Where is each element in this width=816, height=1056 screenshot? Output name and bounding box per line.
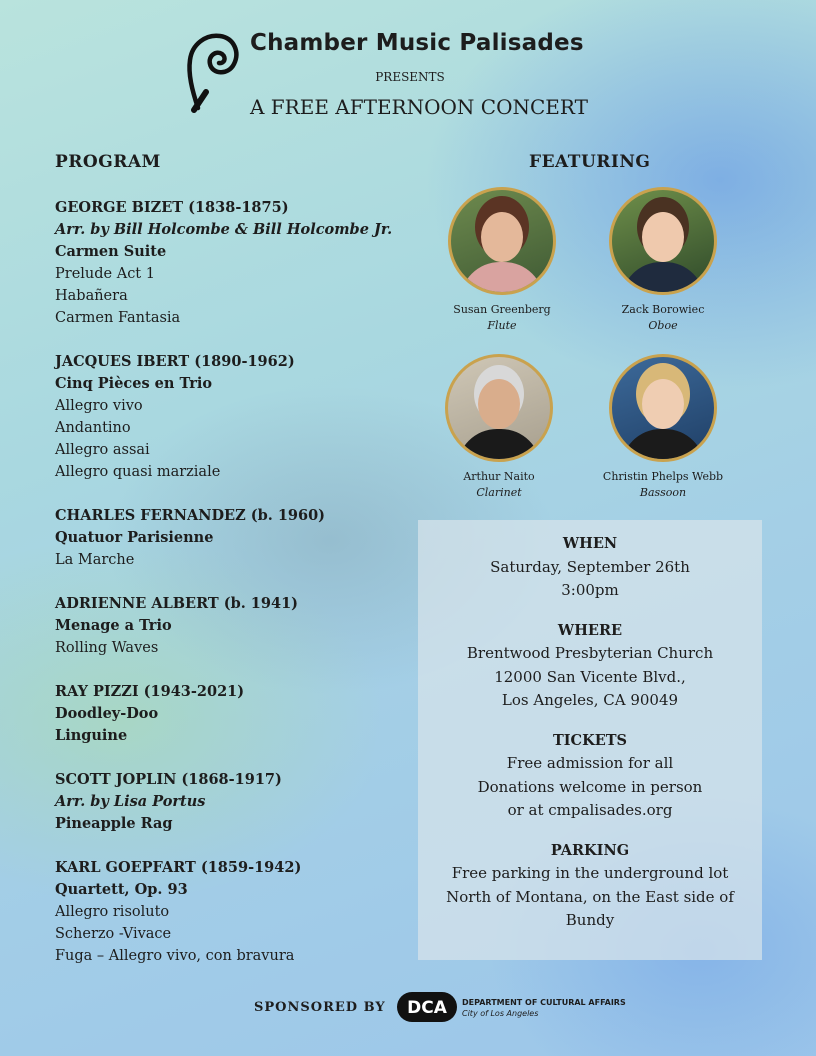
work-title: Quatuor Parisienne bbox=[55, 529, 214, 546]
movement-title: Allegro assai bbox=[55, 442, 150, 458]
parking-line: Free parking in the underground lot bbox=[451, 864, 729, 882]
program-piece bbox=[55, 681, 425, 747]
movement-title: Fuga – Allegro vivo, con bravura bbox=[55, 948, 295, 964]
dca-department-name: DEPARTMENT OF CULTURAL AFFAIRS bbox=[462, 998, 626, 1007]
work-title: Pineapple Rag bbox=[55, 815, 173, 832]
composer-name: SCOTT JOPLIN (1868-1917) bbox=[55, 771, 282, 788]
parking-line: Bundy bbox=[565, 911, 615, 929]
arranger-credit: Arr. by Lisa Portus bbox=[55, 793, 206, 810]
work-title: Quartett, Op. 93 bbox=[55, 881, 188, 898]
program-heading: PROGRAM bbox=[55, 152, 161, 172]
composer-name: RAY PIZZI (1943-2021) bbox=[55, 683, 245, 700]
musician-card-oboe bbox=[568, 187, 758, 334]
tickets-line: Free admission for all bbox=[506, 754, 674, 772]
program-piece bbox=[55, 857, 425, 967]
parking-section bbox=[418, 839, 762, 933]
venue-name: Brentwood Presbyterian Church bbox=[466, 644, 714, 662]
work-title: Cinq Pièces en Trio bbox=[55, 375, 213, 392]
program-piece bbox=[55, 769, 425, 835]
work-title: Doodley-Doo bbox=[55, 705, 159, 722]
dca-logo bbox=[396, 991, 458, 1023]
movement-title: Habañera bbox=[55, 288, 128, 304]
composer-name: KARL GOEPFART (1859-1942) bbox=[55, 859, 302, 876]
parking-line: North of Montana, on the East side of bbox=[446, 887, 734, 906]
work-title: Linguine bbox=[55, 727, 128, 744]
tickets-website: or at cmpalisades.org bbox=[507, 801, 673, 819]
concert-subtitle: A FREE AFTERNOON CONCERT bbox=[250, 95, 588, 119]
movement-title: Rolling Waves bbox=[55, 640, 159, 656]
musician-card-bassoon bbox=[568, 354, 758, 501]
musician-photo bbox=[445, 354, 553, 462]
event-details-box bbox=[418, 520, 762, 960]
program-piece bbox=[55, 351, 425, 483]
parking-heading: PARKING bbox=[550, 841, 630, 859]
musician-name: Arthur Naito bbox=[463, 470, 535, 483]
work-title: Carmen Suite bbox=[55, 243, 167, 260]
arranger-credit: Arr. by Bill Holcombe & Bill Holcombe Jr. bbox=[55, 221, 393, 238]
program-list bbox=[55, 197, 425, 989]
tickets-section bbox=[418, 729, 762, 823]
musician-instrument: Oboe bbox=[648, 319, 678, 332]
musician-instrument: Clarinet bbox=[476, 486, 522, 499]
chamber-music-palisades-logo bbox=[184, 30, 242, 114]
organization-title: Chamber Music Palisades bbox=[250, 30, 584, 56]
musician-name: Susan Greenberg bbox=[453, 303, 551, 316]
musician-card-clarinet bbox=[404, 354, 594, 501]
musician-name: Zack Borowiec bbox=[621, 303, 705, 316]
movement-title: Prelude Act 1 bbox=[55, 266, 155, 282]
musician-instrument: Bassoon bbox=[639, 486, 687, 499]
program-piece bbox=[55, 593, 425, 659]
movement-title: La Marche bbox=[55, 552, 135, 568]
where-heading: WHERE bbox=[557, 621, 623, 639]
movement-title: Carmen Fantasia bbox=[55, 310, 181, 326]
movement-title: Andantino bbox=[55, 420, 131, 436]
musician-photo bbox=[609, 354, 717, 462]
dca-logo-text: DCA bbox=[407, 998, 447, 1018]
when-heading: WHEN bbox=[562, 535, 618, 552]
musician-name: Christin Phelps Webb bbox=[602, 470, 724, 483]
movement-title: Allegro quasi marziale bbox=[55, 464, 221, 480]
venue-city: Los Angeles, CA 90049 bbox=[501, 691, 679, 709]
program-piece bbox=[55, 197, 425, 329]
work-title: Menage a Trio bbox=[55, 617, 172, 634]
when-date: Saturday, September 26th bbox=[490, 557, 690, 576]
composer-name: JACQUES IBERT (1890-1962) bbox=[55, 353, 295, 370]
when-section bbox=[418, 532, 762, 603]
sponsored-by-label: SPONSORED BY bbox=[254, 1000, 386, 1015]
movement-title: Scherzo -Vivace bbox=[55, 926, 172, 942]
featuring-heading: FEATURING bbox=[529, 152, 651, 172]
composer-name: CHARLES FERNANDEZ (b. 1960) bbox=[55, 507, 326, 524]
composer-name: GEORGE BIZET (1838-1875) bbox=[55, 199, 289, 216]
venue-street: 12000 San Vicente Blvd., bbox=[494, 667, 686, 686]
movement-title: Allegro risoluto bbox=[55, 904, 170, 920]
musician-photo bbox=[609, 187, 717, 295]
dca-city-name: City of Los Angeles bbox=[462, 1009, 539, 1018]
musician-instrument: Flute bbox=[487, 319, 517, 332]
tickets-line: Donations welcome in person bbox=[477, 777, 703, 796]
when-time: 3:00pm bbox=[561, 581, 619, 599]
musician-photo bbox=[448, 187, 556, 295]
tickets-heading: TICKETS bbox=[552, 731, 628, 749]
presents-label: PRESENTS bbox=[375, 70, 445, 84]
movement-title: Allegro vivo bbox=[55, 398, 143, 414]
composer-name: ADRIENNE ALBERT (b. 1941) bbox=[55, 595, 299, 612]
dca-department-text bbox=[462, 997, 626, 1019]
program-piece bbox=[55, 505, 425, 571]
where-section bbox=[418, 619, 762, 713]
